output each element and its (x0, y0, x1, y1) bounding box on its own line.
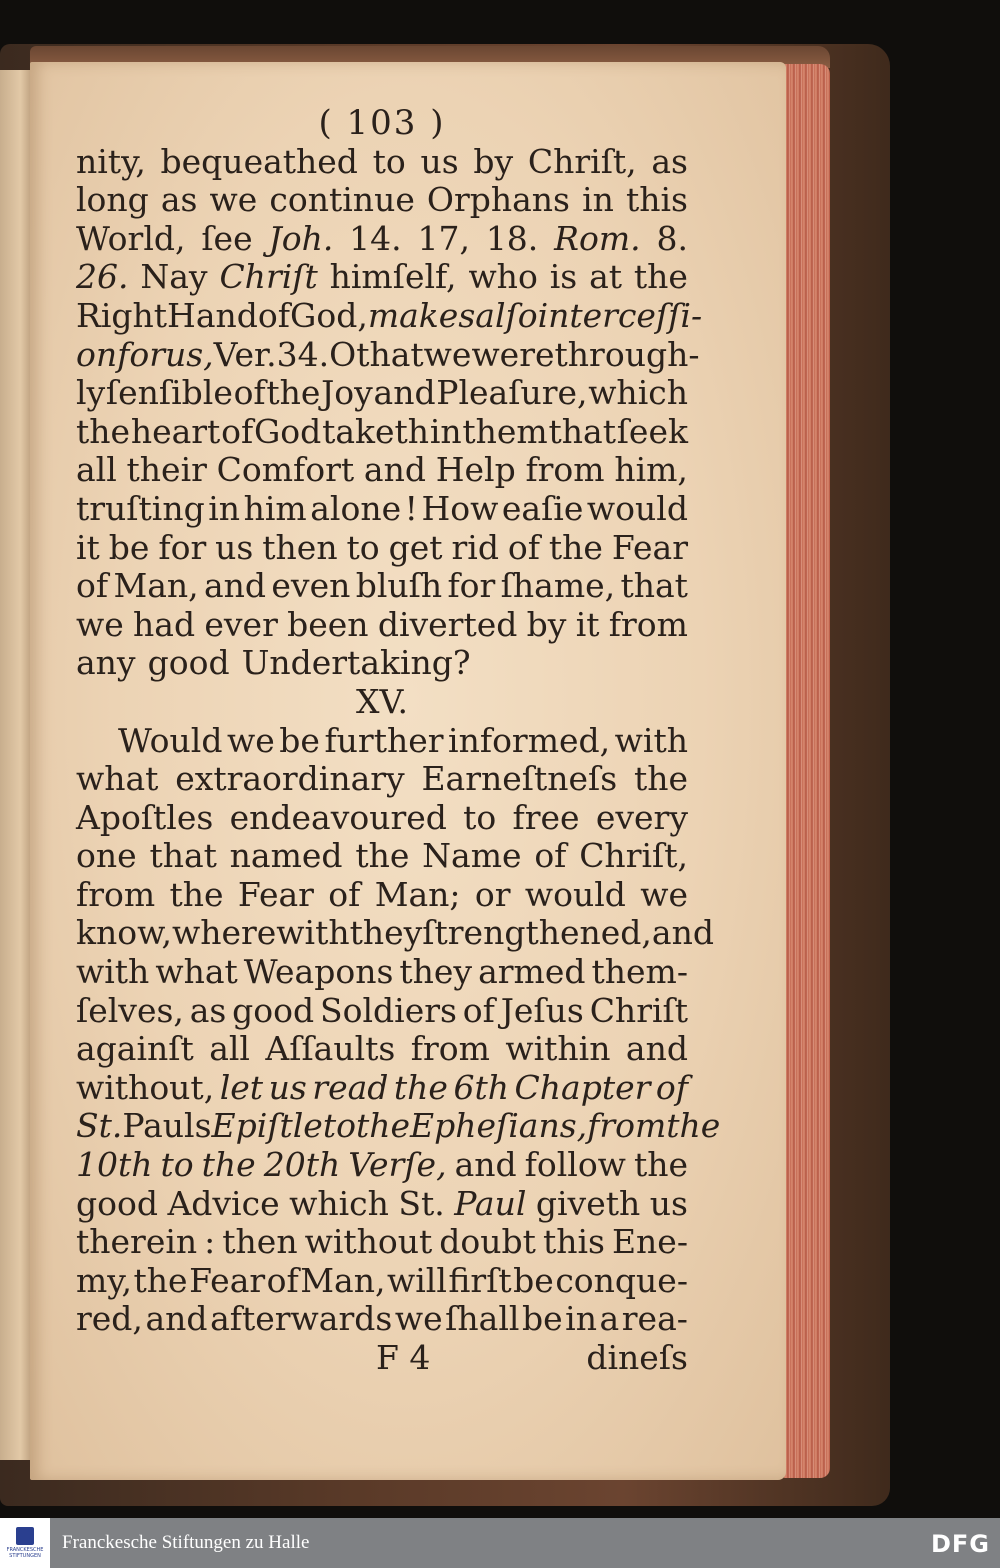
text-line: ly ſenſible of the Joy and Pleaſure, which (76, 373, 688, 413)
text-line: St. Pauls Epiſtle to the Epheſians, from the (76, 1106, 721, 1146)
text-line: long as we continue Orphans in this (76, 180, 688, 220)
text-line: red, and afterwards we ſhall be in a rea- (76, 1299, 688, 1339)
text-line: the heart of God taketh in them that ſeek (76, 411, 688, 451)
text-line: my, the Fear of Man, will firſt be conque- (76, 1260, 688, 1300)
text-line: Would we be further informed, with (118, 720, 688, 760)
orphanage-emblem-icon (16, 1527, 34, 1545)
text-line: 26. Nay Chriſt himſelf, who is at the (76, 257, 688, 297)
text-line: therein : then without doubt this Ene- (76, 1222, 688, 1262)
text-line: truſting in him alone ! How eaſie would (76, 488, 688, 528)
red-page-edges (784, 64, 830, 1478)
text-line: from the Fear of Man; or would we (76, 874, 688, 914)
text-line: what extraordinary Earneſtneſs the (76, 759, 688, 799)
text-line: ſelves, as good Soldiers of Jeſus Chriſt (76, 990, 688, 1030)
signature-mark: F 4 (376, 1338, 431, 1377)
text-line: Right Hand of God, makes alſo interceſſi- (76, 295, 703, 335)
text-line: we had ever been diverted by it from (76, 604, 688, 644)
text-line: nity, bequeathed to us by Chriſt, as (76, 141, 688, 181)
page-text (76, 103, 721, 1378)
institution-name[interactable]: Franckesche Stiftungen zu Halle (62, 1532, 310, 1553)
left-page-edge (0, 70, 34, 1460)
dfg-logo[interactable]: DFG (930, 1530, 990, 1558)
text-line: all their Comfort and Help from him, (76, 450, 688, 490)
institution-logo[interactable]: FRANCKESCHE STIFTUNGEN (0, 1518, 50, 1568)
text-line: on for us, Ver. 34. O that we were through- (76, 334, 700, 374)
text-line: good Advice which St. Paul giveth us (76, 1183, 688, 1223)
page-number: ( 103 ) (318, 103, 446, 143)
text-line: any good Undertaking? (76, 643, 471, 683)
text-line: know, wherewith they ſtrengthened, and (76, 913, 714, 953)
text-line: it be for us then to get rid of the Fear (76, 527, 688, 567)
text-line: 10th to the 20th Verſe, and follow the (76, 1145, 688, 1185)
text-line: againſt all Aſſaults from within and (76, 1029, 688, 1069)
catchword: dineſs (586, 1338, 688, 1377)
text-line: with what Weapons they armed them- (76, 952, 688, 992)
section-number: XV. (355, 681, 409, 721)
catch-line (76, 1339, 688, 1378)
text-line: Apoſtles endeavoured to free every (76, 797, 688, 837)
text-line: one that named the Name of Chriſt, (76, 836, 688, 876)
text-line: without, let us read the 6th Chapter of (76, 1067, 688, 1107)
text-line: of Man, and even bluſh for ſhame, that (76, 566, 688, 606)
text-line: World, ſee Joh. 14. 17, 18. Rom. 8. (76, 218, 688, 258)
footer-bar (0, 1518, 1000, 1568)
